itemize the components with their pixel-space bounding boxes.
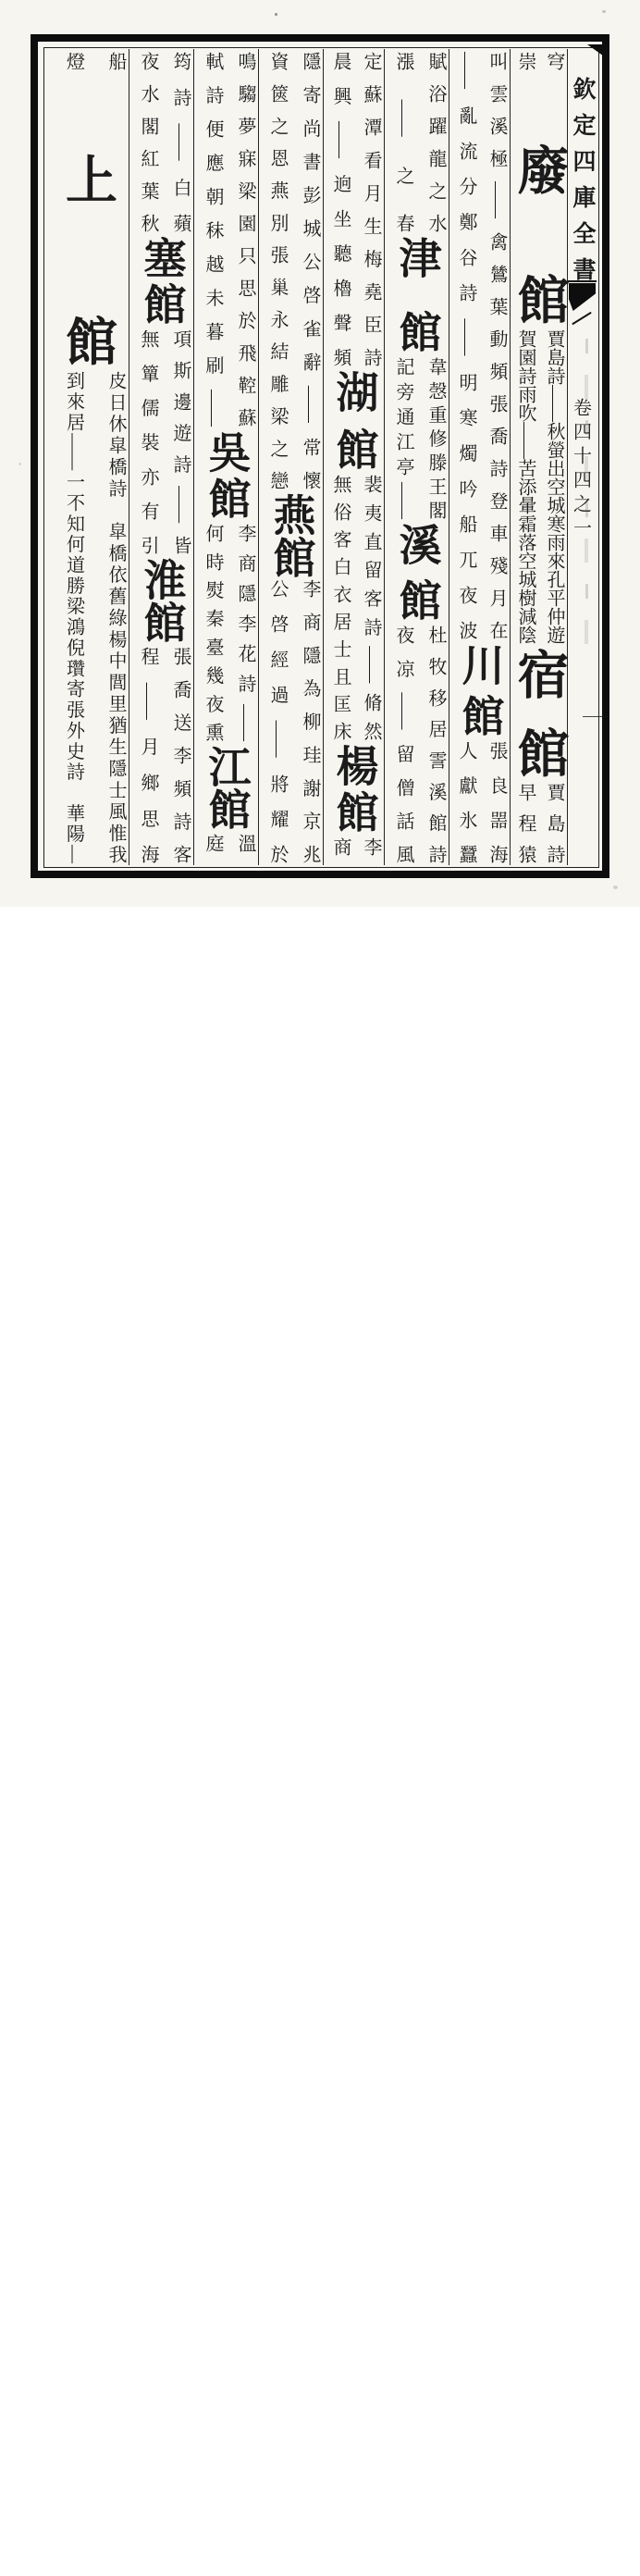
fishtail-wedge: [569, 283, 596, 311]
annotation-pair: [449, 49, 510, 641]
annotation-left-line: 夜水閣紅葉秋: [138, 52, 158, 232]
annotation-pair: [324, 472, 384, 742]
annotation-right-line: 李: [361, 837, 381, 856]
annotation-pair: [324, 49, 384, 368]
annotation-pair: [385, 623, 449, 865]
ink-bleed-marks: [568, 333, 597, 398]
headword-text: 上館: [58, 153, 116, 366]
annotation-right-line: 項斯邊遊詩――皆: [170, 329, 191, 554]
annotation-left-line: 程――月鄉思海: [138, 647, 158, 863]
annotation-left-line: 燈: [63, 52, 84, 70]
annotation-right-line: 裴夷直留客詩――脩然: [361, 475, 381, 740]
headword: [324, 742, 384, 835]
bleed-stroke: [585, 420, 588, 435]
book-title-text: 欽定四庫全書: [570, 77, 595, 280]
headword-text: 塞館: [138, 236, 186, 325]
annotation-pair: [511, 780, 567, 865]
annotation-left-line: 晨興――逈坐聽櫓聲頻: [330, 52, 351, 366]
annotation-pair: [385, 354, 449, 521]
bleed-stroke: [585, 584, 588, 599]
annotation-left-line: 公啓經過――將耀於: [267, 579, 288, 863]
annotation-right-line: 賈島詩: [544, 783, 564, 863]
ink-speck: [602, 10, 606, 13]
annotation-pair: [129, 327, 193, 556]
headword: [194, 428, 258, 521]
headword: [385, 234, 449, 354]
annotation-pair: [129, 49, 193, 234]
annotation-left-line: 無俗客白衣居士且匡床: [330, 475, 351, 740]
annotation-right-line: 定蘇潭看月生梅堯臣詩: [361, 52, 381, 366]
column-sai-guan-huai-guan: [129, 49, 193, 865]
annotation-right-line: 穹: [544, 52, 564, 70]
annotation-pair: [511, 327, 567, 646]
text-columns: [45, 49, 597, 865]
headword: [259, 491, 323, 576]
fishtail-slash: [572, 312, 593, 326]
headword: [324, 368, 384, 472]
annotation-left-line: 資篋之恩燕別張巢永結雕梁之戀: [267, 52, 288, 489]
annotation-left-line: 無簞儒裝亦有引: [138, 329, 158, 554]
annotation-left-line: 夜凉――留僧話風: [393, 625, 413, 863]
annotation-left-line: 庭: [203, 834, 223, 852]
annotation-left-line: 崇: [515, 52, 535, 70]
annotation-pair: [259, 49, 323, 491]
annotation-right-line: 皮日休皐橋詩 皐橋依舊綠楊中閭里猶生隱士風惟我: [105, 371, 126, 863]
book-title: [568, 49, 597, 280]
annotation-pair: [194, 49, 258, 428]
ink-speck: [18, 463, 21, 465]
bleed-stroke: [585, 502, 588, 517]
annotation-right-line: 隱寄尚書彭城公啓雀辭――常懷: [300, 52, 320, 489]
column-yan-guan: [258, 49, 323, 865]
annotation-left-line: 軾詩便應朝秣越未暮刷――: [203, 52, 223, 427]
headword-text: 溪館: [393, 523, 441, 621]
ink-bleed-strokes: [581, 339, 592, 644]
annotation-right-line: 叫雲溪極――禽鷥葉動頻張喬詩登車殘月在: [486, 52, 507, 639]
annotation-pair: [45, 368, 129, 865]
annotation-pair: [194, 831, 258, 865]
annotation-right-line: 溫: [235, 834, 255, 852]
headword: [385, 521, 449, 623]
annotation-right-line: 張良噐海: [486, 741, 507, 863]
annotation-left-line: 何時熨秦臺幾夜熏: [203, 524, 223, 741]
headword-text: 楊館: [330, 744, 378, 833]
annotation-right-line: 賈島詩――秋螢出空城寒雨來孔平仲遊: [544, 329, 564, 644]
annotation-left-line: 記旁通江亭――: [393, 357, 413, 519]
annotation-pair: [45, 49, 129, 151]
headword-text: 吳館: [203, 430, 251, 519]
column-shang-guan: [45, 49, 129, 865]
annotation-pair: [385, 49, 449, 234]
column-chuan-guan: [449, 49, 510, 865]
annotation-left-line: 人獻氷蠶: [456, 741, 476, 863]
annotation-left-line: ――亂流分鄭谷詩――明寒燭吟船兀夜波: [456, 52, 476, 639]
annotation-left-line: 到來居――一不知何道勝梁鴻倪瓚寄張外史詩 華陽―: [63, 371, 84, 863]
headword: [511, 142, 567, 327]
fishtail-mark: [568, 280, 597, 333]
annotation-left-line: 賀園詩雨吹――苦添暈霜落空城樹減陰: [515, 329, 535, 644]
annotation-right-line: 杜牧移居霅溪館詩: [425, 625, 446, 863]
fold-line: [583, 716, 608, 717]
annotation-pair: [194, 521, 258, 743]
annotation-left-line: 商: [330, 837, 351, 856]
headword: [511, 646, 567, 780]
ink-speck: [275, 13, 277, 16]
headword-text: 燕館: [267, 493, 315, 578]
headword: [129, 234, 193, 327]
headword-text: 廢館: [510, 143, 568, 325]
ink-speck: [613, 886, 618, 889]
headword-text: 川館: [456, 643, 504, 737]
column-wu-guan-jiang-guan: [193, 49, 258, 865]
annotation-pair: [324, 835, 384, 865]
annotation-right-line: 張喬送李頻詩客: [170, 647, 191, 863]
annotation-pair: [449, 738, 510, 865]
annotation-right-line: 賦浴躍龍之水: [425, 52, 446, 232]
annotation-right-line: 船: [105, 52, 126, 70]
annotation-pair: [259, 576, 323, 865]
column-hu-guan-yang-guan: [323, 49, 384, 865]
bleed-stroke: [585, 339, 588, 353]
bleed-stroke: [585, 456, 588, 480]
annotation-right-line: 鳴騶夢寐梁園只思於飛鞚蘇: [235, 52, 255, 427]
headword-text: 津館: [393, 236, 441, 353]
headword: [194, 743, 258, 831]
headword-text: 江館: [203, 745, 251, 830]
bleed-stroke: [585, 375, 588, 399]
annotation-right-line: 韋愨重修滕王閣: [425, 357, 446, 519]
bleed-stroke: [585, 539, 588, 563]
headword: [45, 151, 129, 368]
headword-text: 宿館: [510, 648, 568, 778]
annotation-pair: [511, 49, 567, 142]
title-column: [567, 49, 597, 865]
headword-text: 淮館: [138, 558, 186, 643]
annotation-right-line: 李商隱李花詩――: [235, 524, 255, 741]
headword: [449, 641, 510, 738]
headword-text: 湖館: [330, 370, 378, 470]
annotation-pair: [129, 644, 193, 865]
column-jin-guan-xi-guan: [384, 49, 449, 865]
annotation-right-line: 筠詩――白蘋: [170, 52, 191, 232]
scanned-book-page: [0, 0, 640, 907]
column-fei-guan-su-guan: [510, 49, 567, 865]
bleed-stroke: [585, 620, 588, 644]
annotation-left-line: 早程猿: [515, 783, 535, 863]
volume-label-text: 卷四十四之一: [570, 398, 591, 537]
annotation-right-line: 李商隱為柳珪謝京兆: [300, 579, 320, 863]
headword: [129, 556, 193, 644]
annotation-left-line: 漲――之春: [393, 52, 413, 232]
